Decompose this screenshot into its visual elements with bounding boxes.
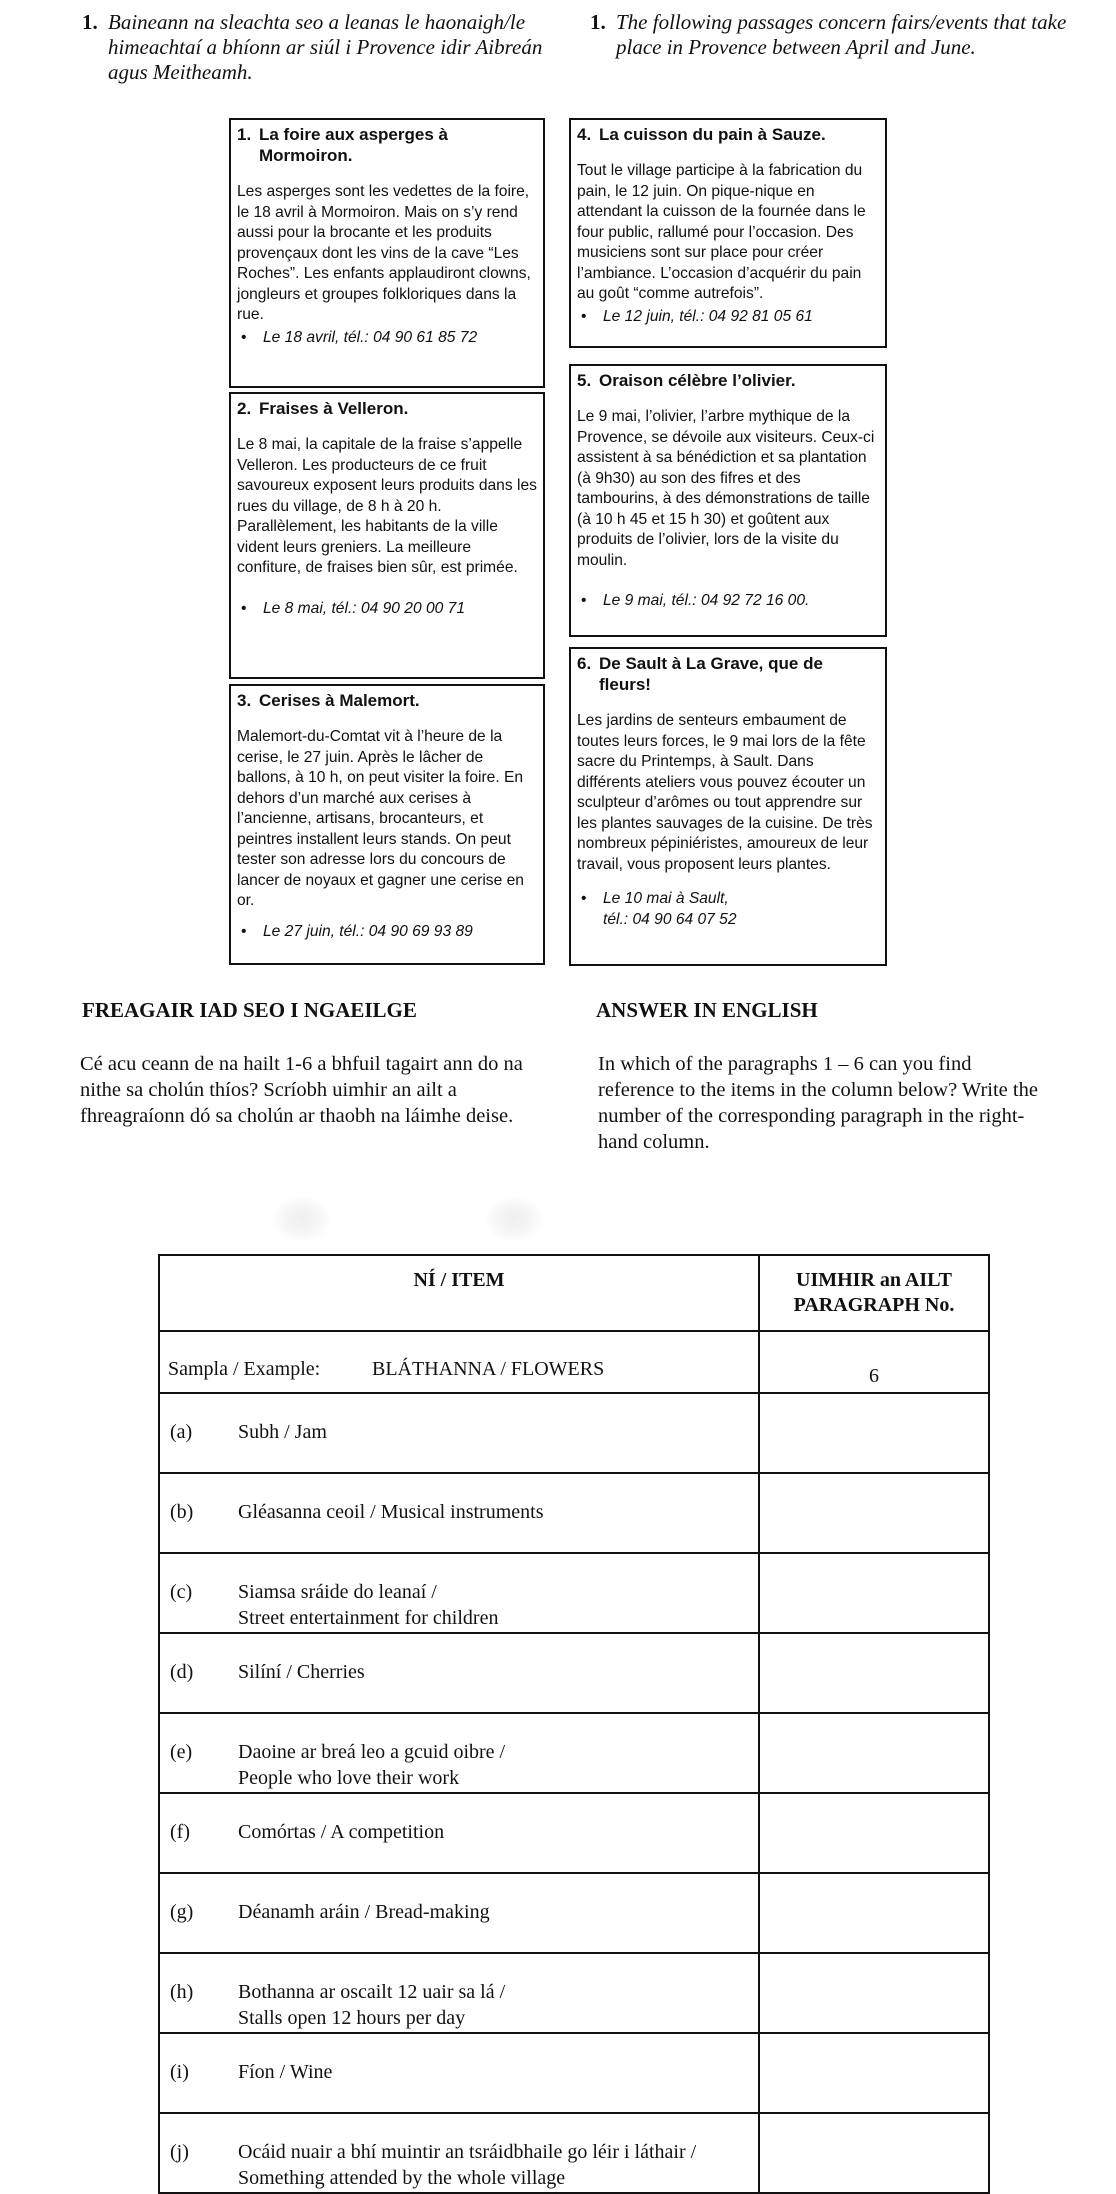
row-letter: (e) <box>170 1741 193 1763</box>
row-text: Silíní / Cherries <box>238 1661 365 1683</box>
row-letter: (c) <box>170 1581 193 1603</box>
table-row <box>159 1473 989 1553</box>
answer-cell[interactable] <box>759 1553 989 1633</box>
row-text: Bothanna ar oscailt 12 uair sa lá / <box>238 1981 506 2003</box>
scan-smudge <box>484 1196 544 1242</box>
header-item: NÍ / ITEM <box>159 1255 759 1331</box>
answer-cell[interactable] <box>759 1393 989 1473</box>
passage-contact: • Le 12 juin, tél.: 04 92 81 05 61 <box>581 307 813 325</box>
passage-3 <box>229 684 545 965</box>
example-item <box>159 1331 759 1393</box>
row-letter: (b) <box>170 1501 194 1523</box>
passage-contact: • Le 9 mai, tél.: 04 92 72 16 00. <box>581 592 810 609</box>
answer-cell[interactable] <box>759 1873 989 1953</box>
table-row <box>159 1953 989 2033</box>
table-row <box>159 1633 989 1713</box>
instruction-english-text: The following passages concern fairs/events that take place in Provence between April and June. <box>616 10 1067 59</box>
row-text: Daoine ar breá leo a gcuid oibre / <box>238 1741 506 1763</box>
passage-body: Le 9 mai, l’olivier, l’arbre mythique de la Provence, se dévoile aux visiteurs. Ceux-ci assistent à sa bénédiction et sa plantation (à 9h30) au son des fifres et des tambourins, à des démonstrations de taille (à 10 h 45 et 15 h 30) et goûtent aux produits de l’olivier, lors de la visite du moulin. <box>577 408 875 569</box>
passage-6 <box>569 647 887 966</box>
answer-cell[interactable] <box>759 2033 989 2113</box>
table-row <box>159 1793 989 1873</box>
header-paragraph-number: UIMHIR an AILT PARAGRAPH No. <box>759 1255 989 1331</box>
passage-contact: • Le 8 mai, tél.: 04 90 20 00 71 <box>241 599 465 617</box>
table-row <box>159 1873 989 1953</box>
row-text: Subh / Jam <box>238 1421 327 1443</box>
row-letter: (i) <box>170 2061 189 2083</box>
passage-4 <box>569 118 887 348</box>
answer-cell[interactable] <box>759 1953 989 2033</box>
table-row <box>159 1713 989 1793</box>
answer-table <box>158 1254 990 2194</box>
instruction-irish <box>82 10 562 90</box>
row-letter: (j) <box>170 2141 189 2163</box>
row-text: Fíon / Wine <box>238 2061 333 2083</box>
table-header-row <box>159 1255 989 1331</box>
scan-smudge <box>272 1196 332 1242</box>
example-text: BLÁTHANNA / FLOWERS <box>372 1358 605 1380</box>
passage-body: Les asperges sont les vedettes de la foire, le 18 avril à Mormoiron. Mais on s’y rend aussi pour la brocante et les produits provençaux dont les vins de la cave “Les Roches”. Les enfants applaudiront clowns, jongleurs et groupes folkloriques dans la rue. <box>237 183 531 323</box>
passage-contact: • Le 27 juin, tél.: 04 90 69 93 89 <box>241 922 473 940</box>
passage-title: 6. De Sault à La Grave, que de fleurs! <box>577 654 823 694</box>
row-text: Stalls open 12 hours per day <box>238 2007 466 2029</box>
passage-1 <box>229 118 545 388</box>
question-number: 1. <box>82 10 98 34</box>
answer-cell[interactable] <box>759 2113 989 2193</box>
row-letter: (h) <box>170 1981 194 2003</box>
row-text: Déanamh aráin / Bread-making <box>238 1901 490 1923</box>
row-letter: (d) <box>170 1661 194 1683</box>
row-text: Street entertainment for children <box>238 1607 499 1629</box>
passage-2 <box>229 392 545 679</box>
example-row <box>159 1331 989 1393</box>
table-row <box>159 2113 989 2193</box>
answer-cell[interactable] <box>759 1713 989 1793</box>
instruction-english <box>590 10 1090 66</box>
passage-body: Malemort-du-Comtat vit à l’heure de la cerise, le 27 juin. Après le lâcher de ballons, à 10 h, on peut visiter la foire. En dehors d’un marché aux cerises à l’ancienne, artisans, brocanteurs, et peintres installent leurs stands. On peut tester son adresse lors du concours de lancer de noyaux et gagner une cerise en or. <box>237 728 524 909</box>
passage-title: 3. Cerises à Malemort. <box>237 691 420 710</box>
row-text: Comórtas / A competition <box>238 1821 445 1843</box>
passage-title: 4. La cuisson du pain à Sauze. <box>577 125 826 144</box>
table-row <box>159 1553 989 1633</box>
passage-title: 5. Oraison célèbre l’olivier. <box>577 371 796 390</box>
example-answer: 6 <box>759 1331 989 1393</box>
passage-body: Les jardins de senteurs embaument de toutes leurs forces, le 9 mai lors de la fête sacre du Printemps, à Sault. Dans différents ateliers vous pouvez écouter un sculpteur d’arômes ou tout apprendre sur les plantes sauvages de la cuisine. De très nombreux pépiniéristes, amoureux de leur travail, vous proposent leurs plantes. <box>577 712 873 873</box>
passage-title: 2. Fraises à Velleron. <box>237 399 409 418</box>
passage-contact: • Le 10 mai à Sault, tél.: 04 90 64 07 52 <box>581 890 737 928</box>
row-letter: (f) <box>170 1821 190 1843</box>
row-text: Siamsa sráide do leanaí / <box>238 1581 437 1603</box>
passage-body: Tout le village participe à la fabrication du pain, le 12 juin. On pique-nique en attendant la cuisson de la fournée dans le four public, rallumé pour l’occasion. Des musiciens sont sur place pour créer l’ambiance. L’occasion d’acquérir du pain au goût “comme autrefois”. <box>577 162 866 302</box>
answer-heading-irish: FREAGAIR IAD SEO I NGAEILGE <box>82 998 417 1022</box>
instruction-irish-text: Baineann na sleachta seo a leanas le haonaigh/le himeachtaí a bhíonn ar siúl i Provence idir Aibreán agus Meitheamh. <box>108 10 543 84</box>
question-english: In which of the paragraphs 1 – 6 can you find reference to the items in the column below? Write the number of the corresponding paragraph in the right-hand column. <box>598 1053 1038 1153</box>
row-text: People who love their work <box>238 1767 460 1789</box>
passage-title: 1. La foire aux asperges à Mormoiron. <box>237 125 448 165</box>
passage-body: Le 8 mai, la capitale de la fraise s’appelle Velleron. Les producteurs de ce fruit savoureux exposent leurs produits dans les rues du village, de 8 h à 20 h. Parallèlement, les habitants de la ville vident leurs greniers. La meilleure confiture, de fraises bien sûr, est primée. <box>237 436 537 576</box>
row-text: Ocáid nuair a bhí muintir an tsráidbhaile go léir i láthair / <box>238 2141 697 2163</box>
passage-contact: • Le 18 avril, tél.: 04 90 61 85 72 <box>241 328 478 346</box>
answer-cell[interactable] <box>759 1473 989 1553</box>
row-text: Something attended by the whole village <box>238 2167 566 2189</box>
table-row <box>159 1393 989 1473</box>
answer-cell[interactable] <box>759 1633 989 1713</box>
answer-cell[interactable] <box>759 1793 989 1873</box>
row-letter: (a) <box>170 1421 193 1443</box>
answer-heading-english: ANSWER IN ENGLISH <box>596 998 818 1022</box>
passage-5 <box>569 364 887 637</box>
question-irish: Cé acu ceann de na hailt 1-6 a bhfuil tagairt ann do na nithe sa cholún thíos? Scríobh uimhir an ailt a fhreagraíonn dó sa cholún ar thaobh na láimhe deise. <box>80 1053 523 1127</box>
row-text: Gléasanna ceoil / Musical instruments <box>238 1501 544 1523</box>
row-letter: (g) <box>170 1901 194 1923</box>
example-label: Sampla / Example: <box>168 1358 321 1380</box>
table-row <box>159 2033 989 2113</box>
question-number: 1. <box>590 10 606 34</box>
